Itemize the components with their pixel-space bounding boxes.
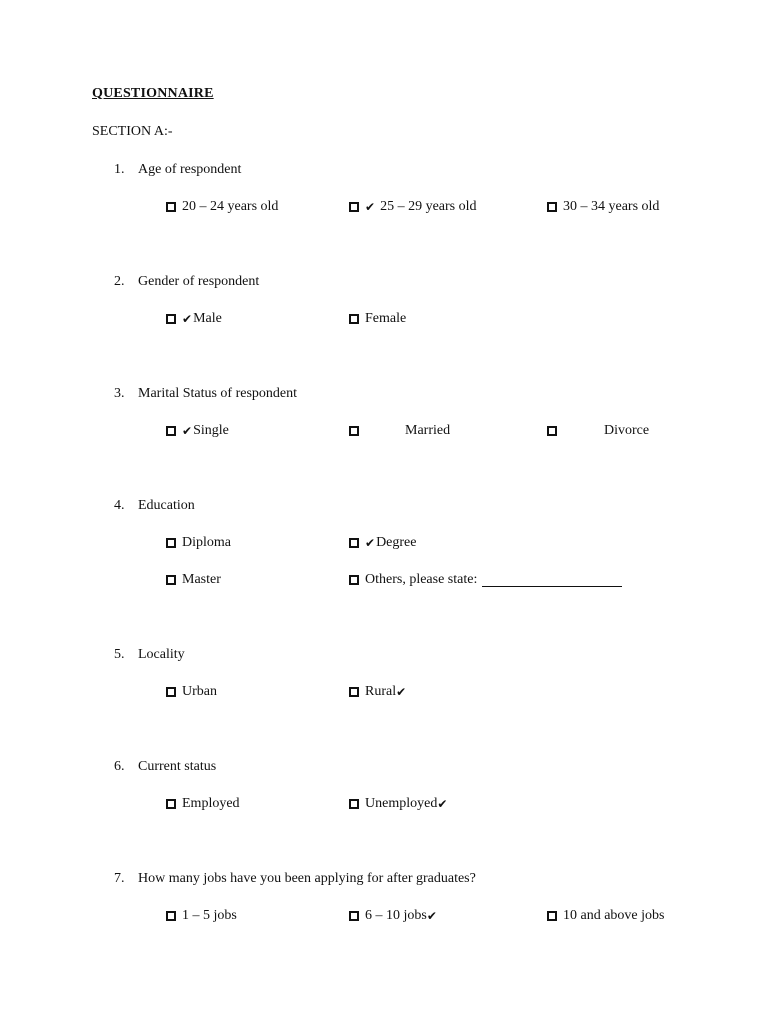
- checkbox[interactable]: [166, 538, 176, 548]
- option-label: Degree: [376, 535, 417, 550]
- option-label: Single: [193, 423, 229, 438]
- checkbox[interactable]: [166, 314, 176, 324]
- question-text: Locality: [138, 647, 185, 662]
- question-text: Marital Status of respondent: [138, 386, 298, 401]
- option-label: Rural: [365, 684, 397, 699]
- question-text: How many jobs have you been applying for after graduates?: [138, 871, 476, 886]
- option-label: Master: [182, 572, 221, 587]
- question-number: 6.: [114, 759, 125, 774]
- option-jobs-1-5[interactable]: [166, 908, 237, 924]
- option-unemployed[interactable]: [349, 796, 448, 812]
- option-label: 20 – 24 years old: [182, 199, 279, 214]
- question-text: Age of respondent: [138, 162, 242, 177]
- option-label: 25 – 29 years old: [380, 199, 477, 214]
- option-divorce[interactable]: [547, 423, 649, 439]
- option-rural[interactable]: [349, 684, 407, 700]
- checkbox[interactable]: [166, 687, 176, 697]
- checkbox[interactable]: [349, 575, 359, 585]
- option-female[interactable]: [349, 311, 406, 327]
- option-married[interactable]: [349, 423, 450, 439]
- question-number: 2.: [114, 274, 125, 289]
- checkbox[interactable]: [166, 911, 176, 921]
- option-jobs-6-10[interactable]: [349, 908, 438, 924]
- option-degree[interactable]: [349, 535, 416, 551]
- option-label: 30 – 34 years old: [563, 199, 660, 214]
- check-mark-icon: ✔: [437, 796, 448, 811]
- checkbox[interactable]: [166, 202, 176, 212]
- option-label: Married: [405, 423, 451, 438]
- check-mark-icon: ✔: [365, 199, 376, 214]
- checkbox[interactable]: [547, 426, 557, 436]
- checkbox[interactable]: [166, 799, 176, 809]
- check-mark-icon: ✔: [396, 684, 407, 699]
- option-master[interactable]: [166, 572, 221, 588]
- question-number: 5.: [114, 647, 125, 662]
- option-label: Urban: [182, 684, 217, 699]
- option-label: Diploma: [182, 535, 231, 550]
- option-single[interactable]: [166, 423, 229, 439]
- option-employed[interactable]: [166, 796, 240, 812]
- question-number: 1.: [114, 162, 125, 177]
- option-label: 1 – 5 jobs: [182, 908, 237, 923]
- document-title: QUESTIONNAIRE: [92, 86, 214, 101]
- option-age-20-24[interactable]: [166, 199, 278, 215]
- option-jobs-10-above[interactable]: [547, 908, 664, 924]
- option-label: 6 – 10 jobs: [365, 908, 427, 923]
- option-label: Others, please state:: [365, 572, 478, 587]
- checkbox[interactable]: [349, 314, 359, 324]
- option-diploma[interactable]: [166, 535, 231, 551]
- checkbox[interactable]: [349, 426, 359, 436]
- question-number: 4.: [114, 498, 125, 513]
- checkbox[interactable]: [349, 911, 359, 921]
- checkbox[interactable]: [547, 202, 557, 212]
- question-text: Gender of respondent: [138, 274, 260, 289]
- checkbox[interactable]: [166, 575, 176, 585]
- checkbox[interactable]: [349, 799, 359, 809]
- checkbox[interactable]: [349, 538, 359, 548]
- check-mark-icon: ✔: [426, 908, 437, 923]
- option-label: Unemployed: [365, 796, 438, 811]
- option-label: Female: [365, 311, 407, 326]
- others-input-line[interactable]: [482, 573, 622, 587]
- checkbox[interactable]: [547, 911, 557, 921]
- question-text: Education: [138, 498, 195, 513]
- question-number: 7.: [114, 871, 125, 886]
- option-male[interactable]: [166, 311, 222, 327]
- question-text: Current status: [138, 759, 217, 774]
- checkbox[interactable]: [349, 202, 359, 212]
- option-label: Divorce: [604, 423, 650, 438]
- option-age-30-34[interactable]: [547, 199, 659, 215]
- option-others[interactable]: [349, 572, 622, 588]
- check-mark-icon: ✔: [182, 311, 193, 326]
- option-urban[interactable]: [166, 684, 217, 700]
- question-number: 3.: [114, 386, 125, 401]
- option-label: 10 and above jobs: [563, 908, 665, 923]
- section-heading: SECTION A:-: [92, 124, 173, 139]
- checkbox[interactable]: [349, 687, 359, 697]
- checkbox[interactable]: [166, 426, 176, 436]
- option-age-25-29[interactable]: [349, 199, 477, 215]
- option-label: Employed: [182, 796, 240, 811]
- check-mark-icon: ✔: [182, 423, 193, 438]
- check-mark-icon: ✔: [365, 535, 376, 550]
- option-label: Male: [193, 311, 222, 326]
